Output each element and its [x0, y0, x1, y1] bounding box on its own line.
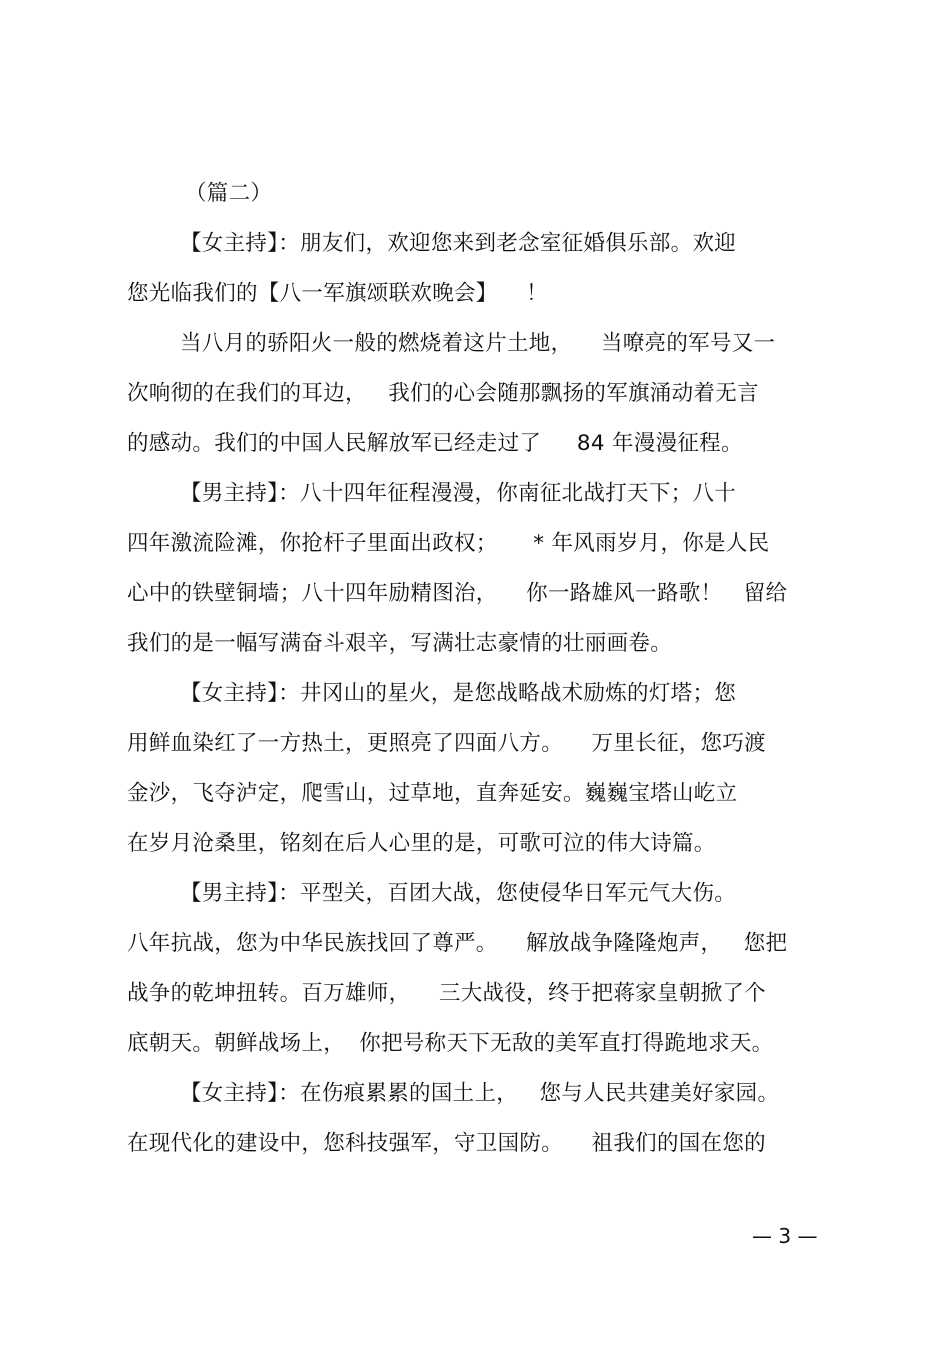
paragraph-line: 我们的是一幅写满奋斗艰辛，写满壮志豪情的壮丽画卷。 [127, 631, 673, 656]
paragraph-line: 【女主持】：在伤痕累累的国土上， 您与人民共建美好家园。 [180, 1081, 780, 1106]
paragraph-line: 底朝天。朝鲜战场上， 你把号称天下无敌的美军直打得跪地求天。 [127, 1031, 774, 1056]
page-number: — 3 — [752, 1224, 818, 1248]
paragraph-line: 四年激流险滩，你抢杆子里面出政权； * 年风雨岁月，你是人民 [127, 531, 770, 556]
paragraph-line: 【男主持】：八十四年征程漫漫，你南征北战打天下；八十 [180, 481, 737, 506]
paragraph-line: 【女主持】：朋友们，欢迎您来到老念室征婚俱乐部。欢迎 [180, 231, 737, 256]
paragraph-line: 当八月的骄阳火一般的燃烧着这片土地， 当嘹亮的军号又一 [180, 331, 776, 356]
paragraph-line: 【女主持】：井冈山的星火，是您战略战术励炼的灯塔；您 [180, 681, 737, 706]
paragraph-line: 战争的乾坤扭转。百万雄师， 三大战役，终于把蒋家皇朝掀了个 [127, 981, 766, 1006]
paragraph-line: 次响彻的在我们的耳边， 我们的心会随那飘扬的军旗涌动着无言 [127, 381, 759, 406]
paragraph-line: 用鲜血染红了一方热土，更照亮了四面八方。 万里长征，您巧渡 [127, 731, 766, 756]
paragraph-line: 您光临我们的【八一军旗颂联欢晚会】 ！ [127, 281, 548, 306]
paragraph-line: 在现代化的建设中，您科技强军，守卫国防。 祖我们的国在您的 [127, 1131, 766, 1156]
paragraph-line: 八年抗战，您为中华民族找回了尊严。 解放战争隆隆炮声， 您把 [127, 931, 788, 956]
paragraph-line: 心中的铁壁铜墙；八十四年励精图治， 你一路雄风一路歌！ 留给 [127, 581, 788, 606]
paragraph-line: 【男主持】：平型关，百团大战，您使侵华日军元气大伤。 [180, 881, 737, 906]
paragraph-line: 金沙，飞夺泸定，爬雪山，过草地，直奔延安。巍巍宝塔山屹立 [127, 781, 738, 806]
paragraph-line: 在岁月沧桑里，铭刻在后人心里的是，可歌可泣的伟大诗篇。 [127, 831, 716, 856]
paragraph-line: 的感动。我们的中国人民解放军已经走过了 84 年漫漫征程。 [127, 431, 743, 456]
section-heading: （篇二） [185, 181, 273, 206]
